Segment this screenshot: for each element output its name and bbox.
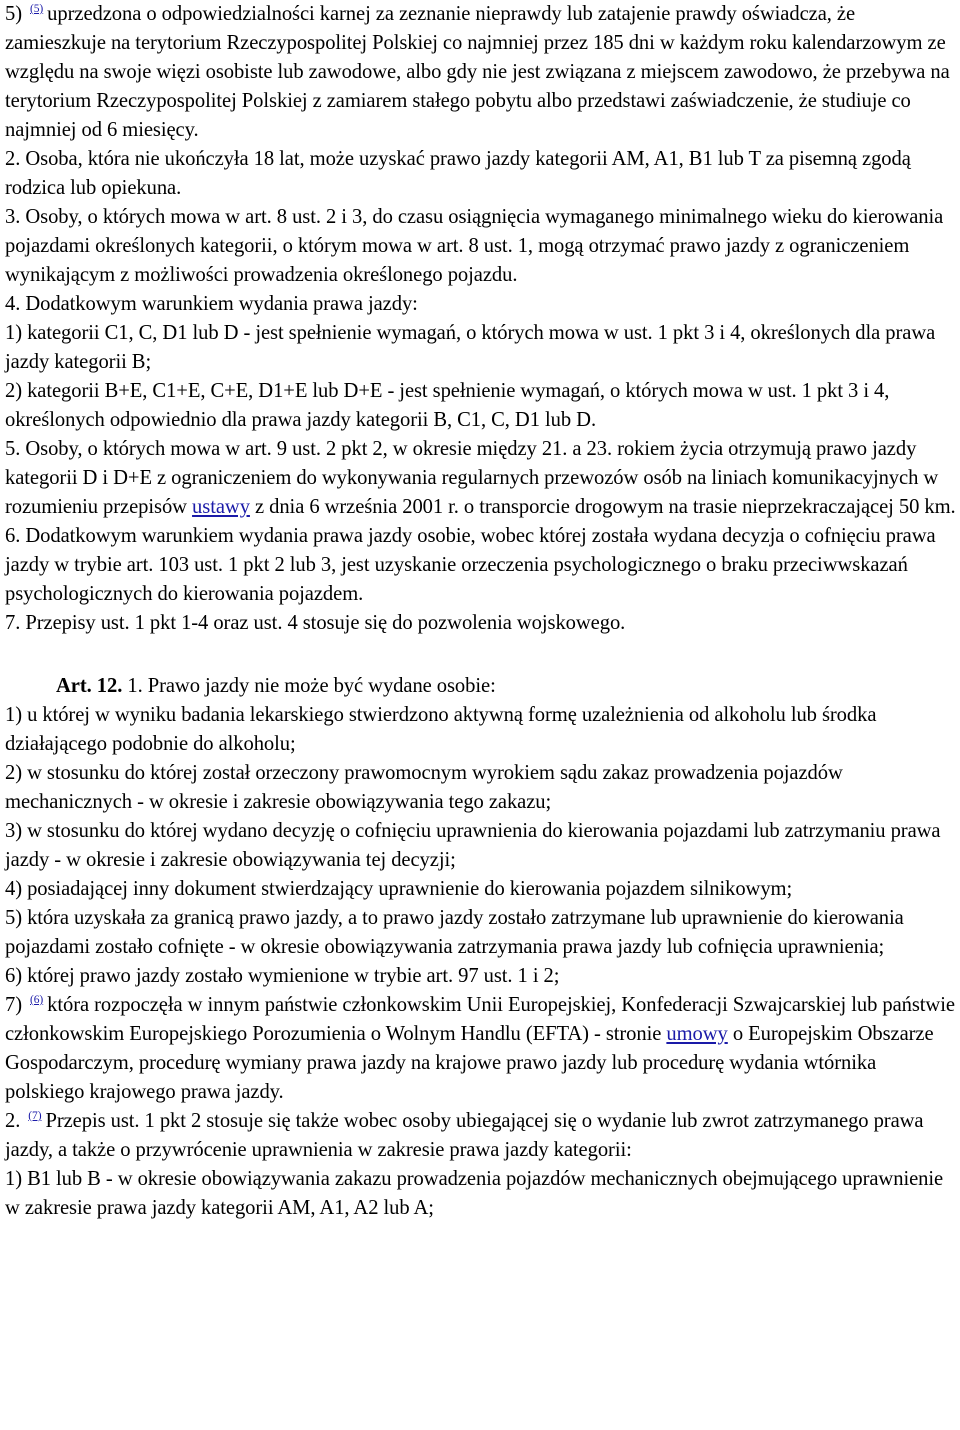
article-item-2: 2) w stosunku do której został orzeczony prawomocnym wyrokiem sądu zakaz prowadzenia pojazdów mechanicznych - w okresie i zakresie obowiązywania tego zakazu; <box>5 762 843 813</box>
article-item-5: 5) która uzyskała za granicą prawo jazdy, a to prawo jazdy zostało zatrzymane lub uprawnienie do kierowania pojazdami zostało cofnięte - w okresie obowiązywania zatrzymania prawa jazdy lub cofnięcia uprawnienia; <box>5 907 904 958</box>
article-paragraph-2 <box>5 1107 957 1165</box>
umowy-link[interactable]: umowy <box>666 1023 728 1045</box>
footnote-link-5[interactable]: (5) <box>30 3 44 15</box>
paragraph-3: 3. Osoby, o których mowa w art. 8 ust. 2 i 3, do czasu osiągnięcia wymaganego minimalnego wieku do kierowania pojazdami określonych kategorii, o którym mowa w art. 8 ust. 1, mogą otrzymać prawo jazdy z ograniczeniem wynikającym z możliwości prowadzenia określonego pojazdu. <box>5 206 944 286</box>
article-item-7 <box>5 991 957 1107</box>
ustawy-link[interactable]: ustawy <box>192 496 250 518</box>
paragraph-4: 4. Dodatkowym warunkiem wydania prawa jazdy: <box>5 293 418 315</box>
article-intro: 1. Prawo jazdy nie może być wydane osobie: <box>122 675 496 697</box>
article-item-3: 3) w stosunku do której wydano decyzję o cofnięciu uprawnienia do kierowania pojazdami lub zatrzymaniu prawa jazdy - w okresie i zakresie obowiązywania tej decyzji; <box>5 820 941 871</box>
article-item-1: 1) u której w wyniku badania lekarskiego stwierdzono aktywną formę uzależnienia od alkoholu lub środka działającego podobnie do alkoholu; <box>5 704 877 755</box>
paragraph-item-5 <box>5 0 957 145</box>
paragraph-5-text-before: 5. Osoby, o których mowa w art. 9 ust. 2 pkt 2, w okresie między 21. a 23. rokiem życia otrzymują prawo jazdy kategorii D i D+E z ograniczeniem do wykonywania regularnych przewozów osób na liniach komunikacyjnych w rozumieniu przepisów <box>5 438 939 518</box>
article-item-4: 4) posiadającej inny dokument stwierdzający uprawnienie do kierowania pojazdem silnikowym; <box>5 878 793 900</box>
item-7-text-after: o Europejskim Obszarze Gospodarczym, procedurę wymiany prawa jazdy na krajowe prawo jazdy lub procedurę wydania wtórnika polskiego krajowego prawa jazdy. <box>5 1023 934 1103</box>
footnote-link-6[interactable]: (6) <box>30 994 44 1006</box>
paragraph-6: 6. Dodatkowym warunkiem wydania prawa jazdy osobie, wobec której została wydana decyzja o cofnięciu prawa jazdy w trybie art. 103 ust. 1 pkt 2 lub 3, jest uzyskanie orzeczenia psychologicznego o braku przeciwwskazań psychologicznych do kierowania pojazdem. <box>5 525 936 605</box>
article-paragraph-2-item-1: 1) B1 lub B - w okresie obowiązywania zakazu prowadzenia pojazdów mechanicznych obejmującego uprawnienie w zakresie prawa jazdy kategorii AM, A1, A2 lub A; <box>5 1168 944 1219</box>
paragraph-5 <box>5 435 957 522</box>
item-number: 7) <box>5 994 22 1016</box>
article-item-6: 6) której prawo jazdy zostało wymienione w trybie art. 97 ust. 1 i 2; <box>5 965 560 987</box>
paragraph-2: 2. Osoba, która nie ukończyła 18 lat, może uzyskać prawo jazdy kategorii AM, A1, B1 lub T za pisemną zgodą rodzica lub opiekuna. <box>5 148 911 199</box>
item-number: 2. <box>5 1110 21 1132</box>
footnote-link-7[interactable]: (7) <box>28 1110 42 1122</box>
paragraph-4-item-2: 2) kategorii B+E, C1+E, C+E, D1+E lub D+E - jest spełnienie wymagań, o których mowa w ust. 1 pkt 3 i 4, określonych odpowiednio dla prawa jazdy kategorii B, C1, C, D1 lub D. <box>5 380 890 431</box>
article-label: Art. 12. <box>56 675 123 697</box>
item-number: 5) <box>5 3 22 25</box>
article-12-heading <box>5 672 957 701</box>
paragraph-7: 7. Przepisy ust. 1 pkt 1-4 oraz ust. 4 stosuje się do pozwolenia wojskowego. <box>5 612 626 634</box>
item-text: uprzedzona o odpowiedzialności karnej za zeznanie nieprawdy lub zatajenie prawdy oświadcza, że zamieszkuje na terytorium Rzeczypospolitej Polskiej co najmniej przez 185 dni w każdym roku kalendarzowym ze względu na swoje więzi osobiste lub zawodowe, albo gdy nie jest związana z miejscem zawodowo, że przebywa na terytorium Rzeczypospolitej Polskiej z zamiarem stałego pobytu albo przedstawi zaświadczenie, że studiuje co najmniej od 6 miesięcy. <box>5 3 950 141</box>
section-spacer <box>5 638 957 672</box>
paragraph-2-text: Przepis ust. 1 pkt 2 stosuje się także wobec osoby ubiegającej się o wydanie lub zwrot zatrzymanego prawa jazdy, a także o przywrócenie uprawnienia w zakresie prawa jazdy kategorii: <box>5 1110 924 1161</box>
item-7-text-before: która rozpoczęła w innym państwie członkowskim Unii Europejskiej, Konfederacji Szwajcarskiej lub państwie członkowskim Europejskiego Porozumienia o Wolnym Handlu (EFTA) - stronie <box>5 994 955 1045</box>
paragraph-4-item-1: 1) kategorii C1, C, D1 lub D - jest spełnienie wymagań, o których mowa w ust. 1 pkt 3 i 4, określonych dla prawa jazdy kategorii B; <box>5 322 936 373</box>
paragraph-5-text-after: z dnia 6 września 2001 r. o transporcie drogowym na trasie nieprzekraczającej 50 km. <box>249 496 956 518</box>
